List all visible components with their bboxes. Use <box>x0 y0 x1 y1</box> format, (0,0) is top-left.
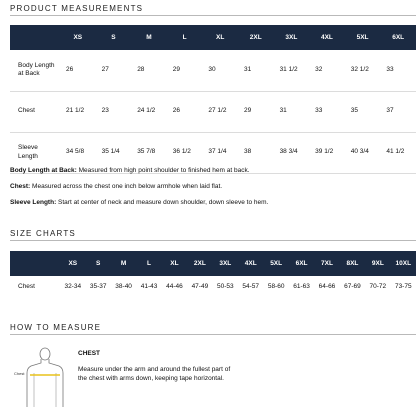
chest-description: Measure under the arm and around the fullest part of the chest with arms down, keeping tape horizontal. <box>78 366 231 383</box>
header-corner <box>10 25 60 50</box>
table-cell: 28 <box>131 50 167 91</box>
note-text: Measured across the chest one inch below armhole when laid flat. <box>30 183 223 190</box>
note-term: Sleeve Length: <box>10 199 57 206</box>
header-corner <box>10 251 60 276</box>
size-header: 5XL <box>345 25 381 50</box>
table-cell: 30 <box>202 50 238 91</box>
table-row <box>10 91 416 132</box>
size-header: S <box>85 251 110 276</box>
table-cell: 24 1/2 <box>131 91 167 132</box>
size-header: XS <box>60 25 96 50</box>
size-header: M <box>111 251 136 276</box>
size-chart-header-row <box>10 251 416 276</box>
size-header: XL <box>162 251 187 276</box>
row-label: Sleeve Length <box>10 132 60 173</box>
table-cell: 35 <box>345 91 381 132</box>
table-cell: 32-34 <box>64 283 82 291</box>
note-term: Chest: <box>10 183 31 190</box>
size-header: 8XL <box>340 251 365 276</box>
row-label: Body Length at Back <box>10 50 60 91</box>
how-to-measure-title: HOW TO MEASURE <box>10 323 102 332</box>
table-cell: 29 <box>167 50 203 91</box>
table-cell: 67-69 <box>344 283 361 291</box>
torso-outline-icon <box>22 346 68 407</box>
size-chart-table <box>10 251 416 299</box>
table-cell: 27 1/2 <box>202 91 238 132</box>
size-header: 10XL <box>391 251 416 276</box>
table-cell: 41-43 <box>140 283 158 291</box>
size-header: L <box>167 25 203 50</box>
size-header: 2XL <box>238 25 274 50</box>
size-charts-title: SIZE CHARTS <box>10 229 76 238</box>
table-cell: 33 <box>309 91 345 132</box>
table-cell: 27 <box>96 50 132 91</box>
size-header: 6XL <box>289 251 314 276</box>
size-header: M <box>131 25 167 50</box>
size-header: 3XL <box>213 251 238 276</box>
table-cell: 36 1/2 <box>167 132 203 173</box>
table-cell: 31 <box>238 50 274 91</box>
table-cell: 73-75 <box>394 283 412 291</box>
table-cell: 61-63 <box>293 283 310 291</box>
table-cell: 44-46 <box>166 283 183 291</box>
table-cell: 47-49 <box>191 283 209 291</box>
table-cell: 37 <box>380 91 416 132</box>
note-sleeve-length <box>10 199 410 206</box>
table-cell: 39 1/2 <box>309 132 345 173</box>
table-cell: 29 <box>238 91 274 132</box>
table-cell: 58-60 <box>267 283 285 291</box>
table-cell: 21 1/2 <box>60 91 96 132</box>
table-cell: 32 1/2 <box>345 50 381 91</box>
size-header: 3XL <box>274 25 310 50</box>
size-header: 4XL <box>309 25 345 50</box>
table-cell: 26 <box>167 91 203 132</box>
table-cell: 38 <box>238 132 274 173</box>
note-body-length <box>10 167 410 174</box>
table-cell: 23 <box>96 91 132 132</box>
product-measurements-table <box>10 25 416 174</box>
table-cell: 35 1/4 <box>96 132 132 173</box>
size-header: XL <box>202 25 238 50</box>
table-cell: 31 1/2 <box>274 50 310 91</box>
table-cell: 37 1/4 <box>202 132 238 173</box>
note-term: Body Length at Back: <box>10 167 77 174</box>
table-cell: 38-40 <box>115 283 132 291</box>
size-header: 7XL <box>314 251 339 276</box>
size-header: 6XL <box>380 25 416 50</box>
row-label: Chest <box>18 283 35 291</box>
table-cell: 35 7/8 <box>131 132 167 173</box>
size-header: 5XL <box>263 251 288 276</box>
table-cell: 70-72 <box>369 283 387 291</box>
section-divider <box>10 334 416 335</box>
row-label: Chest <box>10 91 60 132</box>
table-cell: 40 3/4 <box>345 132 381 173</box>
section-divider <box>10 15 416 16</box>
table-cell: 34 5/8 <box>60 132 96 173</box>
measurements-header-row <box>10 25 416 50</box>
section-divider <box>10 240 416 241</box>
note-text: Measured from high point shoulder to finished hem at back. <box>76 167 250 174</box>
table-cell: 54-57 <box>242 283 260 291</box>
table-cell: 64-66 <box>318 283 336 291</box>
table-cell: 31 <box>274 91 310 132</box>
table-row <box>10 50 416 91</box>
size-header: 9XL <box>365 251 390 276</box>
table-cell: 26 <box>60 50 96 91</box>
table-cell: 41 1/2 <box>380 132 416 173</box>
table-cell: 32 <box>309 50 345 91</box>
size-header: S <box>96 25 132 50</box>
figure-label: Chest <box>14 371 25 376</box>
size-header: 4XL <box>238 251 263 276</box>
table-row <box>10 276 416 299</box>
note-chest <box>10 183 410 190</box>
size-header: L <box>136 251 161 276</box>
chest-heading: CHEST <box>78 350 101 357</box>
table-cell: 35-37 <box>89 283 107 291</box>
table-cell: 38 3/4 <box>274 132 310 173</box>
note-text: Start at center of neck and measure down shoulder, down sleeve to hem. <box>56 199 269 206</box>
product-measurements-title: PRODUCT MEASUREMENTS <box>10 4 144 13</box>
table-cell: 33 <box>380 50 416 91</box>
size-header: XS <box>60 251 85 276</box>
size-header: 2XL <box>187 251 212 276</box>
chest-measure-figure <box>14 346 68 407</box>
table-cell: 50-53 <box>216 283 234 291</box>
